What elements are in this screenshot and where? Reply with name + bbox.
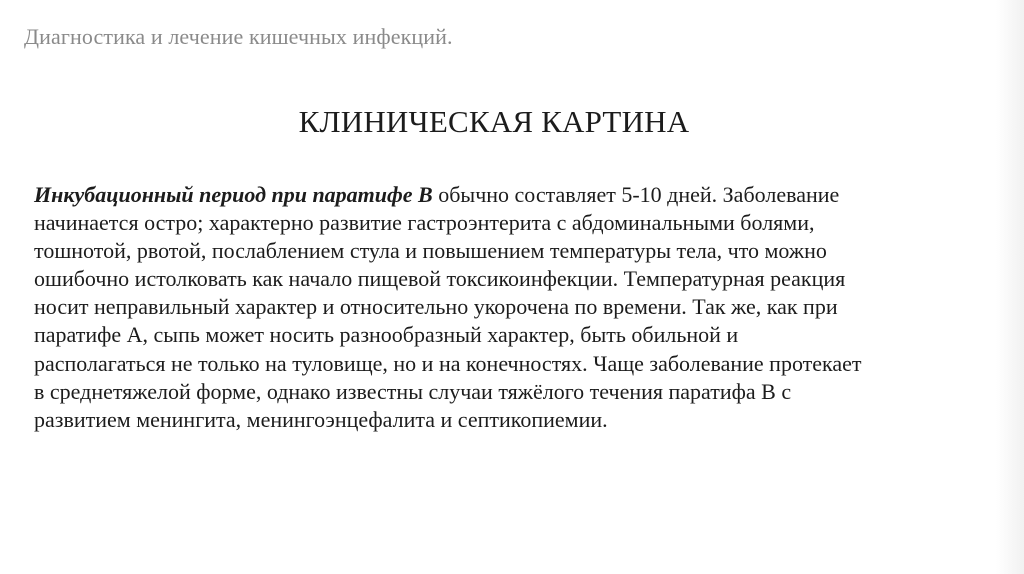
slide-body [34, 181, 964, 434]
body-line: носит неправильный характер и относительно укорочена по времени. Так же, как при [34, 294, 838, 320]
body-line: в среднетяжелой форме, однако известны случаи тяжёлого течения паратифа В с [34, 378, 792, 404]
body-line: развитием менингита, менингоэнцефалита и септикопиемии. [34, 406, 608, 432]
body-line: тошнотой, рвотой, послаблением стула и повышением температуры тела, что можно [34, 238, 827, 264]
body-line: начинается остро; характерно развитие гастроэнтерита с абдоминальными болями, [34, 210, 815, 236]
body-line: паратифе А, сыпь может носить разнообразный характер, быть обильной и [34, 322, 739, 348]
slide-title: КЛИНИЧЕСКАЯ КАРТИНА [298, 104, 690, 139]
slide-edge-shadow [996, 0, 1024, 574]
body-line-rest: обычно составляет 5-10 дней. Заболевание [432, 182, 840, 207]
body-line: ошибочно истолковать как начало пищевой токсикоинфекции. Температурная реакция [34, 266, 846, 292]
body-emphasis: Инкубационный период при паратифе В [34, 182, 433, 207]
body-line [34, 181, 964, 209]
slide-header: Диагностика и лечение кишечных инфекций. [24, 24, 453, 49]
body-line: располагаться не только на туловище, но и на конечностях. Чаще заболевание протекает [34, 350, 862, 376]
